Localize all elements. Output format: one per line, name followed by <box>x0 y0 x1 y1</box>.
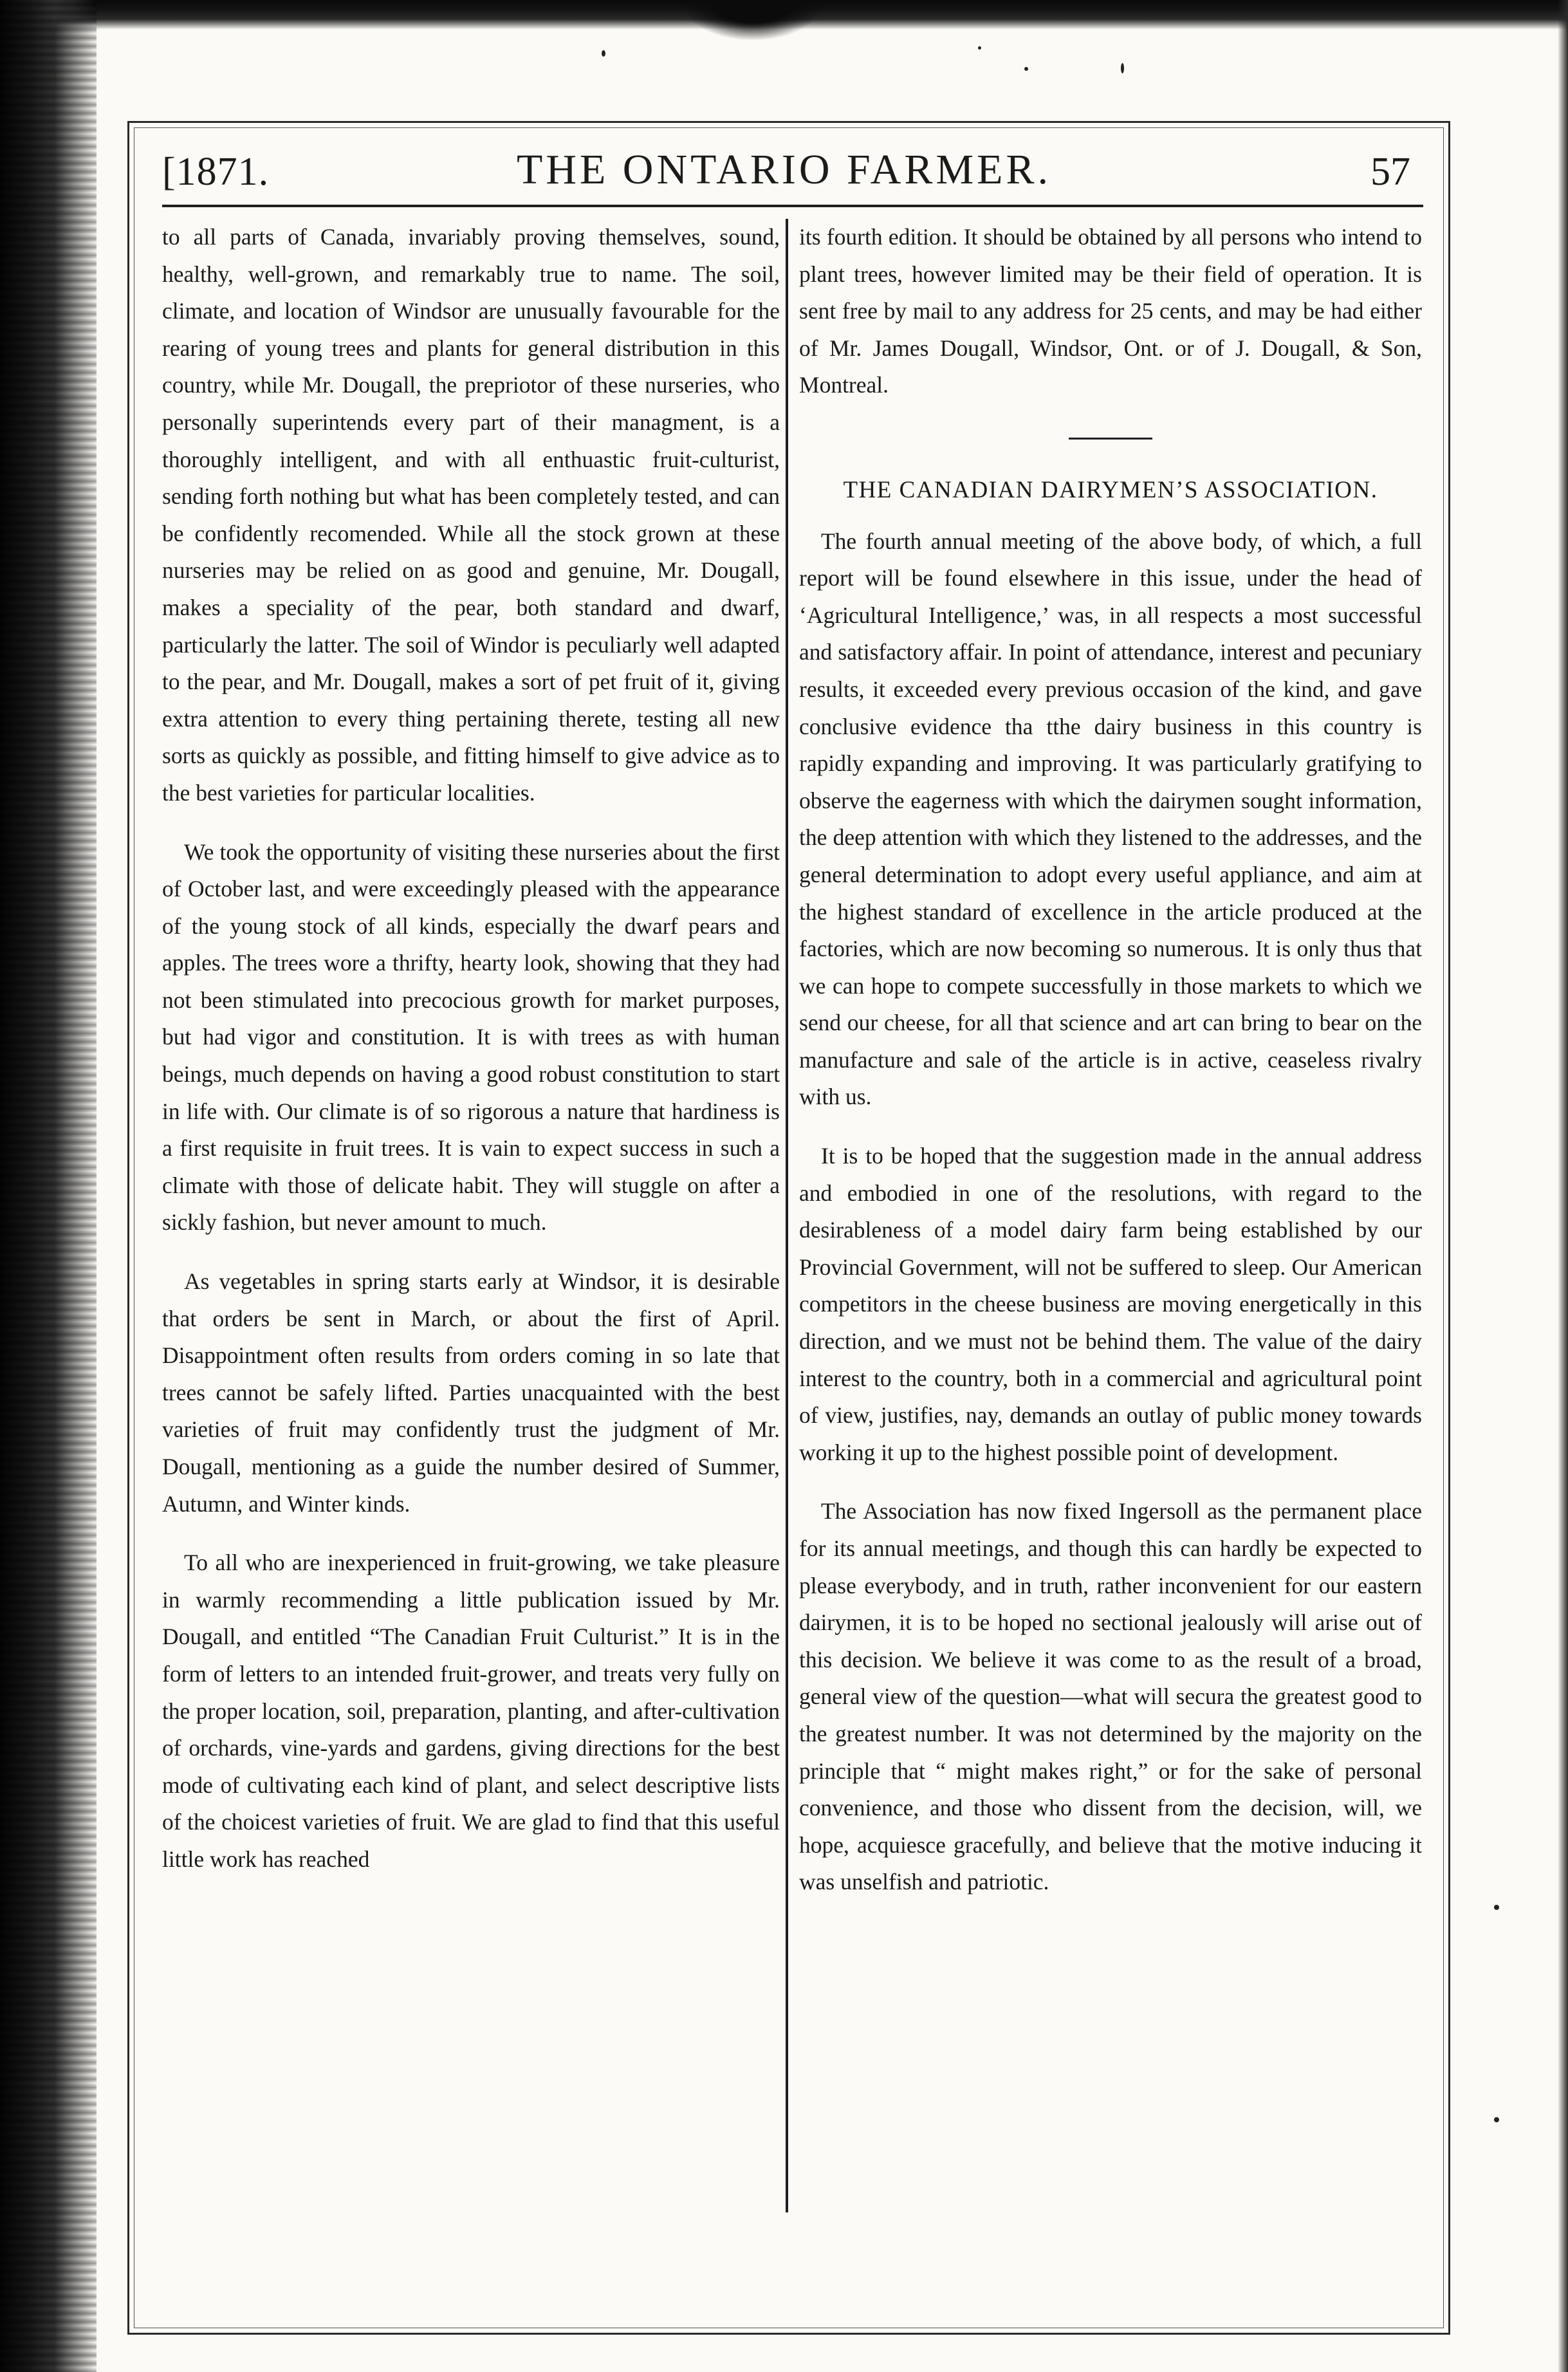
scan-right-edge <box>1558 0 1568 2372</box>
scan-speck <box>1494 1905 1499 1910</box>
header-year: [1871. <box>162 150 270 194</box>
paragraph: As vegetables in spring starts early at Windsor, it is desirable that orders be sent in March, or about the first of April. Disappointment often results from orders coming in so late that trees cannot be safely lifted. Parties unacquainted with the best varieties of fruit may confidently trust the judgment of Mr. Dougall, mentioning as a guide the number desired of Summer, Autumn, and Winter kinds. <box>162 1268 780 1517</box>
scan-speck <box>602 50 605 57</box>
page-title: THE ONTARIO FARMER. <box>517 146 1051 193</box>
paragraph: The fourth annual meeting of the above body, of which, a full report will be found elsewhere in this issue, under the head of ‘Agricultural Intelligence,’ was, in all respects a most successful and satisfactory affair. In point of attendance, interest and pecuniary results, it exceeded every previous occasion of the kind, and gave conclusive evidence tha tthe dairy business in this country is rapidly expanding and improving. It was particularly gratifying to observe the eagerness with which the dairymen sought information, the deep attention with which they listened to the addresses, and the general determination to adopt every useful appliance, and aim at the highest standard of excellence in the article produced at the factories, which are now becoming so numerous. It is only thus that we can hope to compete successfully in those markets to which we send our cheese, for all that science and art can bring to bear on the manufacture and sale of the article is in active, ceaseless rivalry with us. <box>799 528 1422 1110</box>
scan-speck <box>978 46 981 50</box>
section-heading: THE CANADIAN DAIRYMEN’S ASSOCIATION. <box>843 476 1378 503</box>
paragraph: to all parts of Canada, invariably proving themselves, sound, healthy, well-grown, and remarkably true to name. The soil, climate, and location of Windsor are unusually favourable for the rearing of young trees and plants for general distribution in this country, while Mr. Dougall, the prepriotor of these nurseries, who personally superintends every part of their managment, is a thoroughly intelligent, and with all enthuastic fruit-culturist, sending forth nothing but what has been completely tested, and can be confidently recomended. While all the stock grown at these nurseries may be relied on as good and genuine, Mr. Dougall, makes a speciality of the pear, both standard and dwarf, particularly the latter. The soil of Windor is peculiarly well adapted to the pear, and Mr. Dougall, makes a sort of pet fruit of it, giving extra attention to every thing pertaining therete, testing all new sorts as quickly as possible, and fitting himself to give advice as to the best varieties for particular localities. <box>162 224 780 806</box>
scan-binding-shadow <box>682 0 824 40</box>
left-column <box>162 219 780 1878</box>
paragraph: It is to be hoped that the suggestion made in the annual address and embodied in one of the resolutions, with regard to the desirableness of a model dairy farm being established by our Provincial Government, will not be suffered to sleep. Our American competitors in the cheese business are moving energetically in this direction, and we must not be behind them. The value of the dairy interest to the country, both in a commercial and agricultural point of view, justifies, nay, demands an outlay of public money towards working it up to the highest possible point of development. <box>799 1143 1422 1465</box>
paragraph: We took the opportunity of visiting these nurseries about the first of October last, and were exceedingly pleased with the appearance of the young stock of all kinds, especially the dwarf pears and apples. The trees wore a thrifty, hearty look, showing that they had not been stimulated into precocious growth for market purposes, but had vigor and constitution. It is with trees as with human beings, much depends on having a good robust constitution to start in life with. Our climate is of so rigorous a nature that hardiness is a first requisite in fruit trees. It is vain to expect success in such a climate with those of delicate habit. They will stuggle on after a sickly fashion, but never amount to much. <box>162 839 780 1236</box>
scan-speck <box>1121 63 1124 73</box>
section-separator <box>1069 438 1152 440</box>
header-rule <box>162 205 1423 207</box>
right-column <box>799 219 1422 1901</box>
paragraph: To all who are inexperienced in fruit-growing, we take pleasure in warmly recommending a little publication issued by Mr. Dougall, and entitled “The Canadian Fruit Culturist.” It is in the form of letters to an intended fruit-grower, and treats very fully on the proper location, soil, preparation, planting, and after-cultivation of orchards, vine-yards and gardens, giving directions for the best mode of cultivating each kind of plant, and select descriptive lists of the choicest varieties of fruit. We are glad to find that this useful little work has reached <box>162 1550 780 1872</box>
paragraph: its fourth edition. It should be obtained by all persons who intend to plant trees, however limited may be their field of operation. It is sent free by mail to any address for 25 cents, and may be had either of Mr. James Dougall, Windsor, Ont. or of J. Dougall, & Son, Montreal. <box>799 224 1422 398</box>
scan-speck <box>1494 2117 1499 2122</box>
scan-left-edge <box>0 0 97 2372</box>
scan-speck <box>1024 67 1028 71</box>
page-number: 57 <box>1370 150 1410 194</box>
paragraph: The Association has now fixed Ingersoll as the permanent place for its annual meetings, and though this can hardly be expected to please everybody, and in truth, rather inconvenient for our eastern dairymen, it is to be hoped no sectional jealously will arise out of this decision. We believe it was come to as the result of a broad, general view of the question—what will secura the greatest good to the greatest number. It was not determined by the majority on the principle that “ might makes right,” or for the sake of personal convenience, and those who dissent from the decision, will, we hope, acquiesce gracefully, and believe that the motive inducing it was unselfish and patriotic. <box>799 1498 1422 1895</box>
column-divider <box>786 219 788 2212</box>
